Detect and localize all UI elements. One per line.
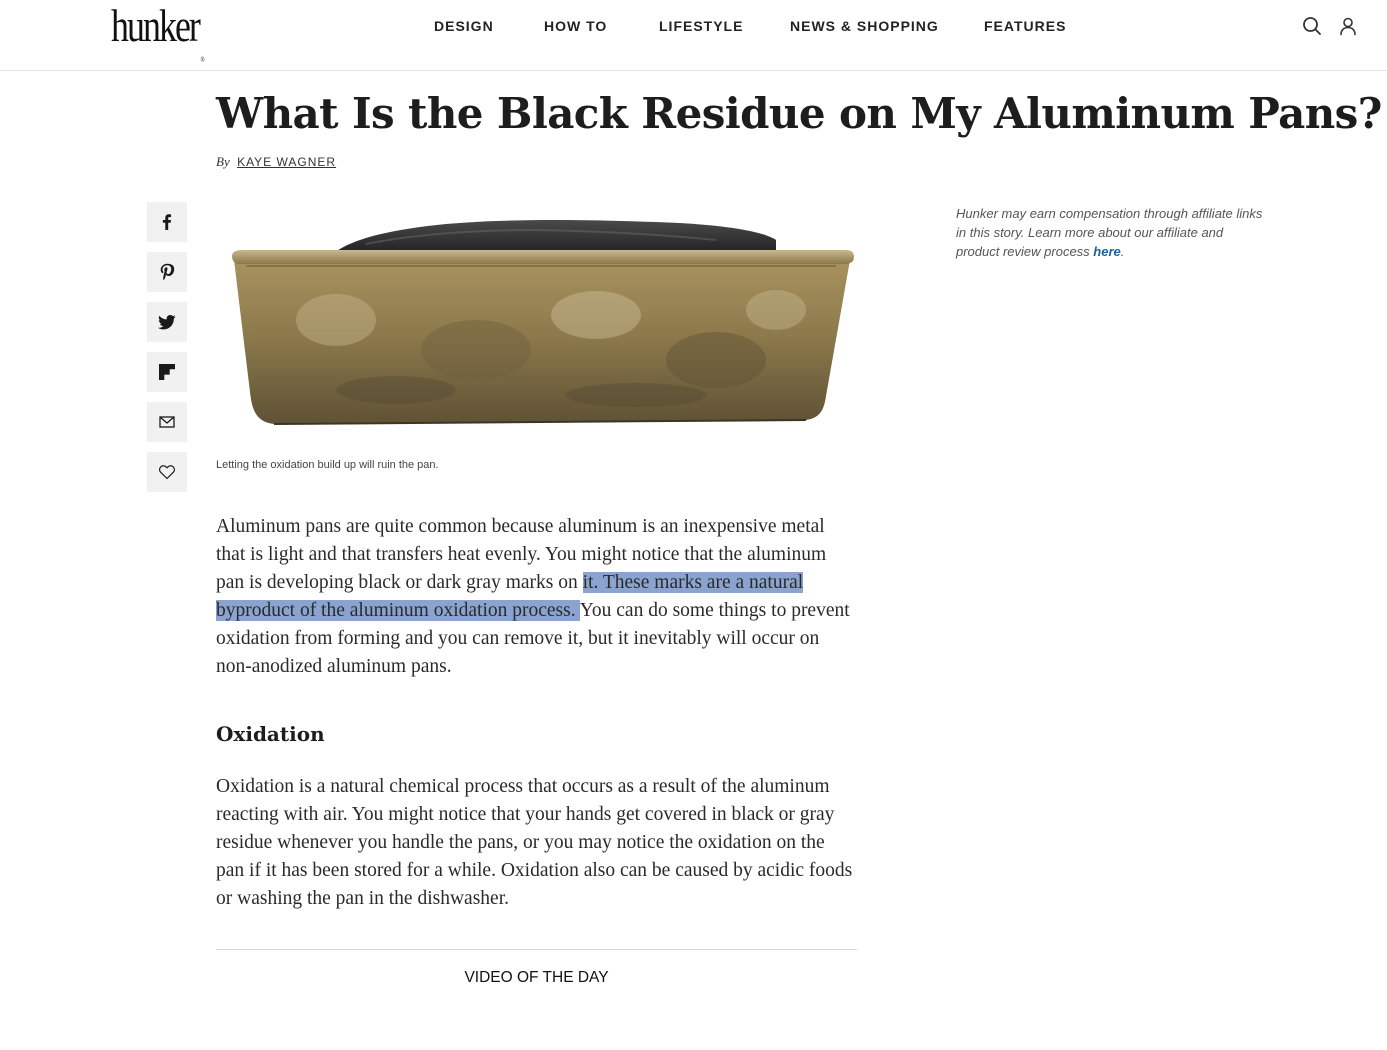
logo-registered-mark: ® (200, 56, 205, 64)
nav-news-shopping[interactable]: NEWS & SHOPPING (790, 18, 939, 34)
facebook-share-button[interactable] (147, 202, 187, 242)
heart-icon (157, 462, 177, 482)
facebook-icon (157, 212, 177, 232)
search-icon[interactable] (1301, 15, 1323, 37)
disclaimer-period: . (1120, 244, 1125, 259)
section-heading-oxidation: Oxidation (216, 722, 325, 746)
nav-features[interactable]: FEATURES (984, 18, 1067, 34)
video-of-the-day-label: VIDEO OF THE DAY (464, 969, 609, 986)
oxidation-paragraph: Oxidation is a natural chemical process that occurs as a result of the aluminum reacting with air. You might notice that your hands get covered in black or gray residue whenever you handle the pans, or you may notice the oxidation on the pan if it has been stored for a while. Oxidation also can be caused by acidic foods or washing the pan in the dishwasher. (216, 776, 853, 909)
affiliate-disclaimer (956, 204, 1266, 261)
nav-how-to[interactable]: HOW TO (544, 18, 608, 34)
disclaimer-text: Hunker may earn compensation through affiliate links in this story. Learn more about our affiliate and product review process (956, 206, 1263, 259)
pinterest-icon (157, 262, 177, 282)
image-caption: Letting the oxidation build up will ruin the pan. (216, 459, 439, 471)
intro-paragraph (216, 513, 856, 681)
logo-text[interactable]: hunker (111, 0, 199, 51)
section-divider (216, 949, 857, 950)
hero-image-aluminum-pan (216, 200, 857, 445)
twitter-share-button[interactable] (147, 302, 187, 342)
twitter-icon (157, 312, 177, 332)
flipboard-icon (157, 362, 177, 382)
site-header (0, 0, 1387, 71)
nav-design[interactable]: DESIGN (434, 18, 494, 34)
nav-lifestyle[interactable]: LIFESTYLE (659, 18, 744, 34)
byline (216, 154, 336, 170)
email-icon (157, 412, 177, 432)
intro-text-start: Aluminum pans are quite common because aluminum is an inexpensive metal that is light and that transfers heat evenly. You might notice that the aluminum pan is developing black or dark gray marks on (216, 516, 827, 593)
pinterest-share-button[interactable] (147, 252, 187, 292)
article-title: What Is the Black Residue on My Aluminum Pans? (216, 89, 1382, 138)
author-link[interactable]: KAYE WAGNER (237, 155, 337, 169)
selected-text-highlight: it. These marks are a natural byproduct of the aluminum oxidation process. (216, 572, 804, 621)
save-favorite-button[interactable] (147, 452, 187, 492)
hunker-logo[interactable] (111, 0, 205, 64)
intro-text-end: You can do some things to prevent oxidation from forming and you can remove it, but it inevitably will occur on non-anodized aluminum pans. (216, 600, 850, 677)
email-share-button[interactable] (147, 402, 187, 442)
flipboard-share-button[interactable] (147, 352, 187, 392)
disclaimer-here-link[interactable]: here (1093, 244, 1121, 259)
byline-by: By (216, 154, 230, 169)
user-icon[interactable] (1337, 15, 1359, 37)
